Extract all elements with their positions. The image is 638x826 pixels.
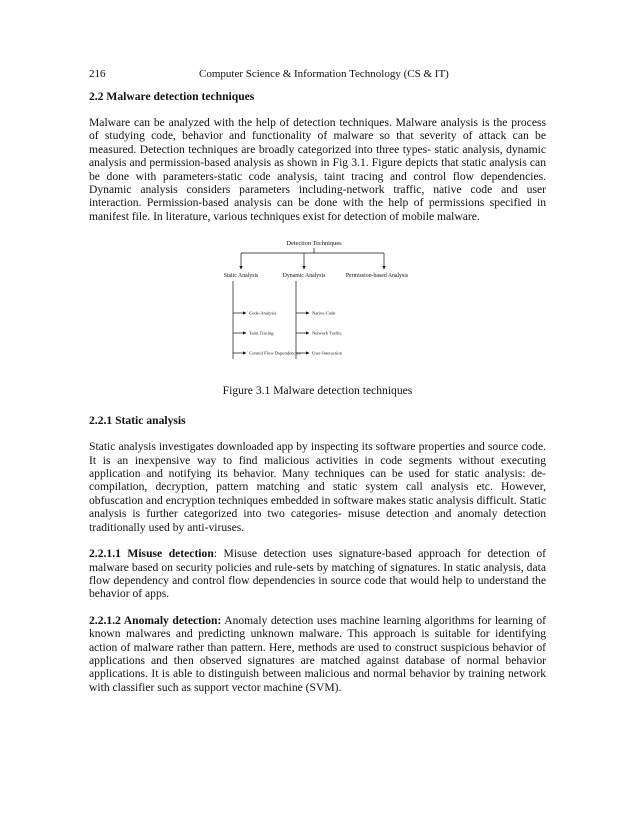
node-permission-analysis: Permission-based Analysis <box>345 273 409 280</box>
page-header <box>89 68 546 82</box>
node-code-analysis: Code-Analysis <box>249 310 277 316</box>
main-content <box>89 89 546 694</box>
subsection-title-2-2-1-2: 2.2.1.2 Anomaly detection: <box>89 613 222 627</box>
node-root: Detection Techniques <box>286 240 342 248</box>
section-title-2-2: 2.2 Malware detection techniques <box>89 90 255 103</box>
node-user-interaction: User-Interaction <box>312 350 343 356</box>
figure-detection-techniques <box>89 223 546 383</box>
paragraph-static-analysis: Static analysis investigates downloaded app by inspecting its software properties and source code. It is an inexpensive way to find malicious activities in code segments without executing application and notifying its behavior. Many techniques can be used for static analysis: de-compilation, decryption, pattern matching and static system call analysis etc. However, obfuscation and encryption techniques embedded in software makes static analysis difficult. Static analysis is further categorized into two categories- misuse detection and anomaly detection traditionally used by anti-viruses. <box>89 440 546 534</box>
figure-caption: Figure 3.1 Malware detection techniques <box>222 384 413 398</box>
detection-tree-diagram <box>219 235 409 373</box>
paragraph-anomaly-detection <box>89 614 546 694</box>
subsection-title-2-2-1-1: 2.2.1.1 Misuse detection <box>89 547 214 561</box>
misuse-detection-text: : Misuse detection uses signature-based approach for detection of malware based on security policies and rule-sets by matching of signatures. In static analysis, data flow dependency and control flow dependencies in source code that would help to understand the behavior of apps. <box>89 547 546 601</box>
anomaly-detection-text: Anomaly detection uses machine learning algorithms for learning of known malwares and predicting unknown malware. This approach is suitable for identifying action of malware rather than pattern. Here, methods are used to construct suspicious behavior of applications and then observed signatures are matched against database of normal behavior applications. It is able to distinguish between malicious and normal behavior by training network with classifier such as support vector machine (SVM). <box>89 613 546 694</box>
node-dynamic-analysis: Dynamic Analysis <box>282 273 326 280</box>
node-static-analysis: Static Analysis <box>223 273 259 280</box>
page-number: 216 <box>89 68 106 80</box>
paragraph-misuse-detection <box>89 547 546 601</box>
running-head: Computer Science & Information Technology (CS & IT) <box>199 68 449 80</box>
paragraph-malware-detection: Malware can be analyzed with the help of detection techniques. Malware analysis is the process of studying code, behavior and functionality of malware so that severity of attack can be measured. Detection techniques are broadly categorized into three types- static analysis, dynamic analysis and permission-based analysis as shown in Fig 3.1. Figure depicts that static analysis can be done with parameters-static code analysis, taint tracing and control flow dependencies. Dynamic analysis considers parameters including-network traffic, native code and user interaction. Permission-based analysis can be done with the help of permissions specified in manifest file. In literature, various techniques exist for detection of mobile malware. <box>89 116 546 223</box>
node-taint-tracing: Taint Tracing <box>249 330 274 336</box>
node-network-traffic: Network Traffic <box>312 330 342 336</box>
section-title-2-2-1: 2.2.1 Static analysis <box>89 414 186 428</box>
node-native-code: Native-Code <box>312 310 336 316</box>
node-control-flow: Control Flow Dependencies <box>249 350 301 356</box>
